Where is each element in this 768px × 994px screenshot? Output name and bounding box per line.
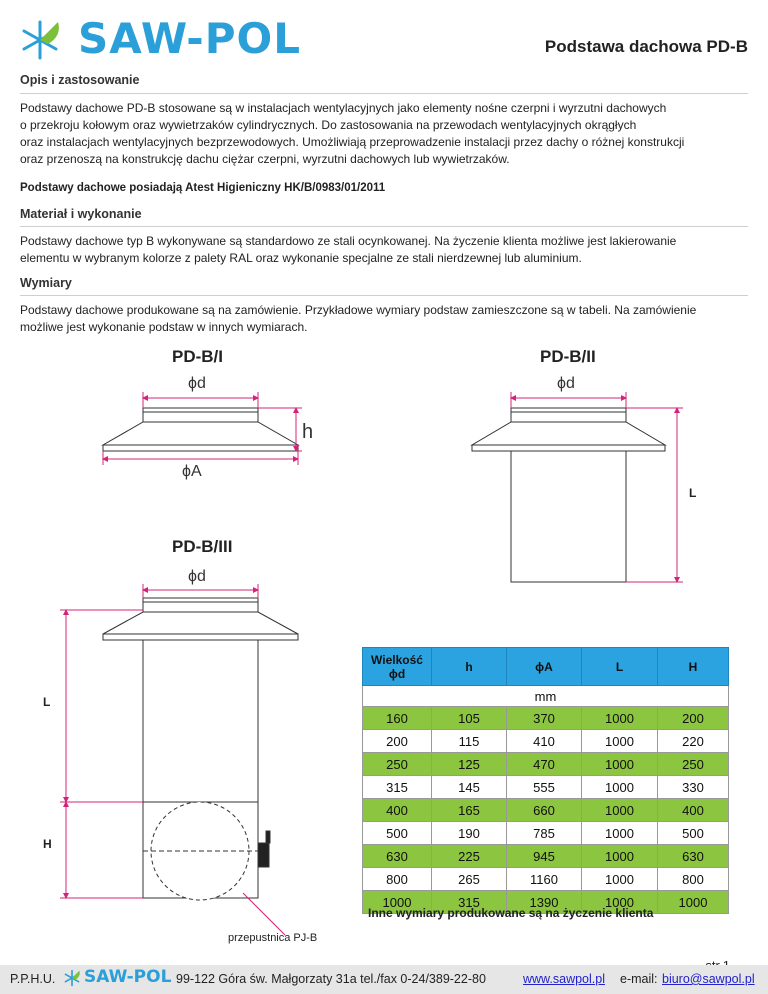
table-cell: 400 (658, 799, 729, 822)
pdb1-drawing (103, 408, 298, 451)
section-heading-opis: Opis i zastosowanie (20, 73, 140, 87)
section-heading-material: Materiał i wykonanie (20, 207, 142, 221)
table-cell: 785 (507, 822, 582, 845)
damper-label: przepustnica PJ-B (228, 932, 318, 944)
dim-label-l: L (689, 486, 697, 500)
table-cell: 1000 (582, 845, 658, 868)
table-cell: 190 (432, 822, 507, 845)
section-heading-wymiary: Wymiary (20, 276, 72, 290)
col-header-a: ϕA (507, 648, 582, 686)
dim-label-d: ϕd (188, 568, 206, 585)
table-cell: 1160 (507, 868, 582, 891)
table-note: Inne wymiary produkowane są na życzenie klienta (368, 906, 654, 920)
table-cell: 1390 (507, 891, 582, 914)
table-cell: 660 (507, 799, 582, 822)
atest-note: Podstawy dachowe posiadają Atest Higieniczny HK/B/0983/01/2011 (20, 182, 386, 194)
diagram-title-pdb2: PD-B/II (540, 347, 596, 366)
col-header-hh: H (658, 648, 729, 686)
table-cell: 250 (658, 753, 729, 776)
table-cell: 315 (363, 776, 432, 799)
table-cell: 315 (432, 891, 507, 914)
table-cell: 1000 (582, 868, 658, 891)
table-cell: 125 (432, 753, 507, 776)
footer-brand: SAW-POL (84, 967, 172, 987)
table-cell: 105 (432, 707, 507, 730)
table-cell: 1000 (363, 891, 432, 914)
opis-line: Podstawy dachowe PD-B stosowane są w instalacjach wentylacyjnych jako elementy nośne czerpni i wyrzutni dachowych (20, 101, 667, 115)
col-header-size (363, 648, 432, 686)
header-label: Wielkość (371, 652, 423, 667)
table-cell: 470 (507, 753, 582, 776)
dim-label-l: L (43, 695, 51, 709)
snowflake-leaf-logo-icon (63, 969, 81, 987)
table-cell: 800 (658, 868, 729, 891)
table-cell: 1000 (582, 891, 658, 914)
table-cell: 220 (658, 730, 729, 753)
email-link[interactable]: biuro@sawpol.pl (662, 972, 755, 986)
table-row (363, 845, 729, 868)
dim-label-d: ϕd (188, 375, 206, 392)
pdb3-drawing (103, 598, 298, 900)
table-cell: 500 (658, 822, 729, 845)
table-cell: 410 (507, 730, 582, 753)
table-cell: 1000 (582, 753, 658, 776)
dim-label-h: h (302, 421, 314, 443)
table-cell: 145 (432, 776, 507, 799)
table-cell: 200 (363, 730, 432, 753)
table-cell: 330 (658, 776, 729, 799)
dim-label-a: ϕA (182, 463, 202, 480)
email-label: e-mail: (620, 972, 658, 986)
table-cell: 630 (363, 845, 432, 868)
table-cell: 200 (658, 707, 729, 730)
table-cell: 115 (432, 730, 507, 753)
table-row (363, 730, 729, 753)
page-title: Podstawa dachowa PD-B (544, 37, 748, 56)
footer-company-prefix: P.P.H.U. (10, 972, 56, 986)
dimensions-table (362, 647, 729, 914)
table-cell: 250 (363, 753, 432, 776)
dim-label-h-height: H (43, 837, 52, 851)
brand-logo-text: SAW-POL (78, 14, 301, 63)
table-cell: 500 (363, 822, 432, 845)
table-cell: 265 (432, 868, 507, 891)
unit-cell: mm (363, 686, 729, 707)
unit-row (363, 686, 729, 707)
pdb2-drawing (472, 408, 665, 582)
table-row (363, 707, 729, 730)
website-link[interactable]: www.sawpol.pl (523, 972, 605, 986)
table-row (363, 868, 729, 891)
opis-line: o przekroju kołowym oraz wywietrzaków cylindrycznych. Do zastosowania na przewodach wentylacyjnych okrągłych (20, 118, 637, 132)
material-line: elementu w wybranym kolorze z palety RAL oraz wykonanie specjalne ze stali nierdzewnej lub aluminium. (20, 251, 582, 265)
table-cell: 555 (507, 776, 582, 799)
opis-line: oraz instalacjach wentylacyjnych bezprzewodowych. Umożliwiają przeprowadzenie instalacji przez dachy o różnej konstrukcji (20, 135, 685, 149)
opis-line: oraz przenoszą na konstrukcję dachu ciężar czerpni, wyrzutni dachowych lub wywietrzaków. (20, 152, 510, 166)
table-cell: 1000 (582, 799, 658, 822)
wymiary-line: Podstawy dachowe produkowane są na zamówienie. Przykładowe wymiary podstaw zamieszczone są w tabeli. Na zamówienie (20, 303, 697, 317)
table-row (363, 799, 729, 822)
table-cell: 165 (432, 799, 507, 822)
table-cell: 800 (363, 868, 432, 891)
col-header-l: L (582, 648, 658, 686)
col-header-h: h (432, 648, 507, 686)
material-line: Podstawy dachowe typ B wykonywane są standardowo ze stali ocynkowanej. Na życzenie klienta możliwe jest lakierowanie (20, 234, 677, 248)
table-cell: 1000 (582, 707, 658, 730)
table-cell: 1000 (658, 891, 729, 914)
wymiary-line: możliwe jest wykonanie podstaw w innych wymiarach. (20, 320, 308, 334)
table-cell: 400 (363, 799, 432, 822)
table-cell: 225 (432, 845, 507, 868)
table-cell: 370 (507, 707, 582, 730)
table-cell: 1000 (582, 776, 658, 799)
table-cell: 945 (507, 845, 582, 868)
table-row (363, 776, 729, 799)
footer-address: 99-122 Góra św. Małgorzaty 31a tel./fax 0-24/389-22-80 (176, 972, 486, 986)
dim-label-d: ϕd (557, 375, 575, 392)
table-row (363, 753, 729, 776)
header-label: ϕd (388, 666, 406, 681)
table-cell: 630 (658, 845, 729, 868)
table-row (363, 822, 729, 845)
table-cell: 1000 (582, 822, 658, 845)
table-cell: 160 (363, 707, 432, 730)
table-cell: 1000 (582, 730, 658, 753)
diagram-title-pdb3: PD-B/III (172, 537, 233, 556)
diagram-title-pdb1: PD-B/I (172, 347, 223, 366)
table-header-row (363, 648, 729, 686)
